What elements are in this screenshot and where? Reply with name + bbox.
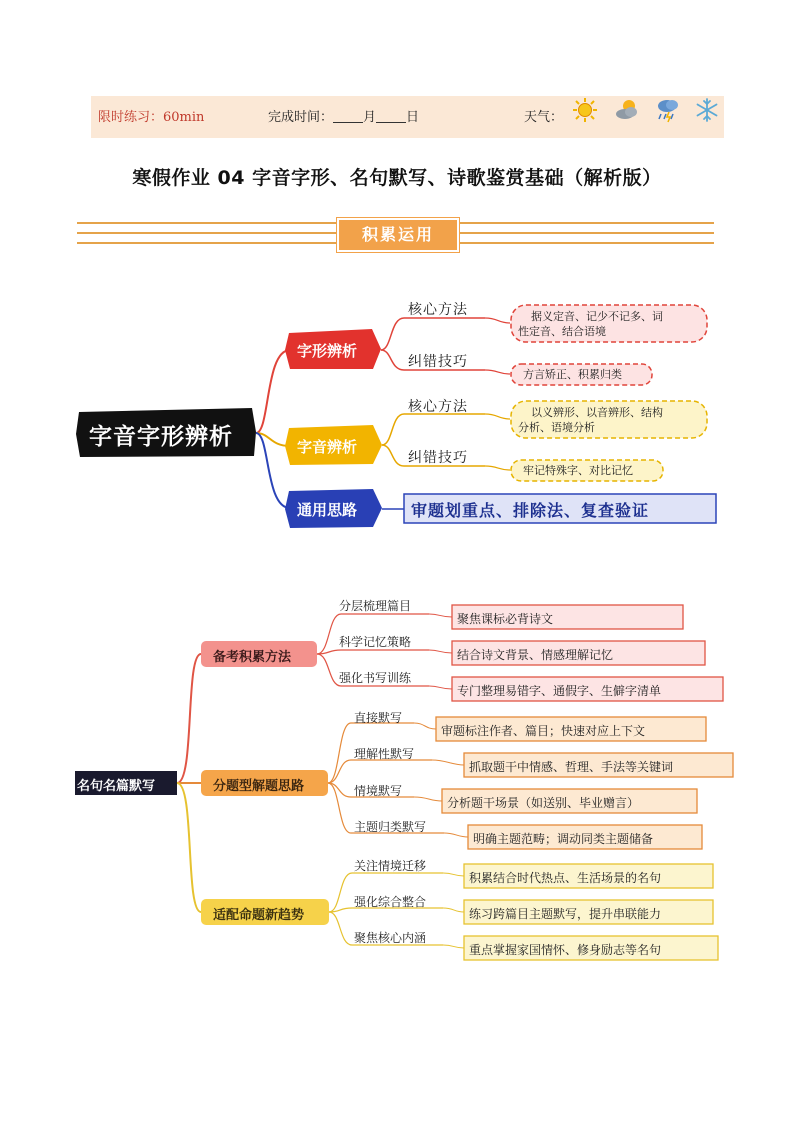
leaf-type-3: 分析题干场景（如送别、毕业赠言）	[447, 796, 640, 810]
leaf-form-method-l1: 据义定音、记少不记多、词	[531, 310, 663, 323]
branch-trend-3: 聚焦核心内涵	[354, 931, 427, 945]
node-question-types: 分题型解题思路	[213, 779, 305, 794]
leaf-sound-method-l2: 分析、语境分析	[518, 421, 595, 434]
leaf-sound-fix: 牢记特殊字、对比记忆	[523, 464, 633, 477]
branch-core-method-1: 核心方法	[408, 302, 468, 318]
branch-trend-2: 强化综合整合	[354, 895, 427, 909]
leaf-trend-3: 重点掌握家国情怀、修身励志等名句	[469, 943, 662, 957]
branch-type-4: 主题归类默写	[354, 820, 427, 834]
mindmap1-root: 字音字形辨析	[89, 424, 233, 450]
node-glyph-form-label: 字形辨析	[297, 342, 358, 360]
leaf-prep-1: 聚焦课标必背诗文	[457, 612, 554, 626]
leaf-sound-method-l1: 以义辨形、以音辨形、结构	[531, 406, 663, 419]
branch-trend-1: 关注情境迁移	[354, 859, 427, 873]
node-glyph-sound-label: 字音辨析	[297, 438, 358, 456]
node-new-trends: 适配命题新趋势	[213, 908, 305, 923]
day-label: 日	[406, 110, 420, 125]
branch-type-1: 直接默写	[354, 711, 403, 725]
branch-core-method-2: 核心方法	[408, 399, 468, 415]
leaf-trend-2: 练习跨篇目主题默写，提升串联能力	[469, 907, 662, 921]
leaf-form-method-l2: 性定音、结合语境	[518, 325, 606, 338]
branch-prep-2: 科学记忆策略	[339, 635, 412, 649]
time-limit: 限时练习：60min	[98, 110, 205, 125]
branch-prep-1: 分层梳理篇目	[339, 599, 412, 613]
section-banner: 积累运用	[337, 218, 459, 252]
leaf-general: 审题划重点、排除法、复查验证	[411, 501, 650, 520]
leaf-type-2: 抓取题干中情感、哲理、手法等关键词	[469, 760, 674, 774]
branch-prep-3: 强化书写训练	[339, 671, 412, 685]
month-label: 月	[363, 110, 377, 125]
leaf-type-1: 审题标注作者、篇目；快速对应上下文	[441, 724, 646, 738]
leaf-form-fix: 方言矫正、积累归类	[523, 368, 622, 381]
branch-type-3: 情境默写	[354, 784, 403, 798]
leaf-trend-1: 积累结合时代热点、生活场景的名句	[469, 871, 662, 885]
completion-label: 完成时间：	[268, 110, 334, 125]
branch-type-2: 理解性默写	[354, 747, 415, 761]
node-prep-methods: 备考积累方法	[213, 650, 292, 665]
node-general-label: 通用思路	[297, 501, 358, 519]
leaf-type-4: 明确主题范畴；调动同类主题储备	[473, 832, 654, 846]
branch-error-fix-1: 纠错技巧	[408, 354, 468, 370]
leaf-prep-3: 专门整理易错字、通假字、生僻字清单	[457, 684, 662, 698]
page-title: 寒假作业 04 字音字形、名句默写、诗歌鉴赏基础（解析版）	[132, 167, 662, 189]
branch-error-fix-2: 纠错技巧	[408, 450, 468, 466]
weather-label: 天气：	[524, 110, 564, 125]
leaf-prep-2: 结合诗文背景、情感理解记忆	[457, 648, 614, 662]
mindmap2-root: 名句名篇默写	[77, 779, 156, 794]
